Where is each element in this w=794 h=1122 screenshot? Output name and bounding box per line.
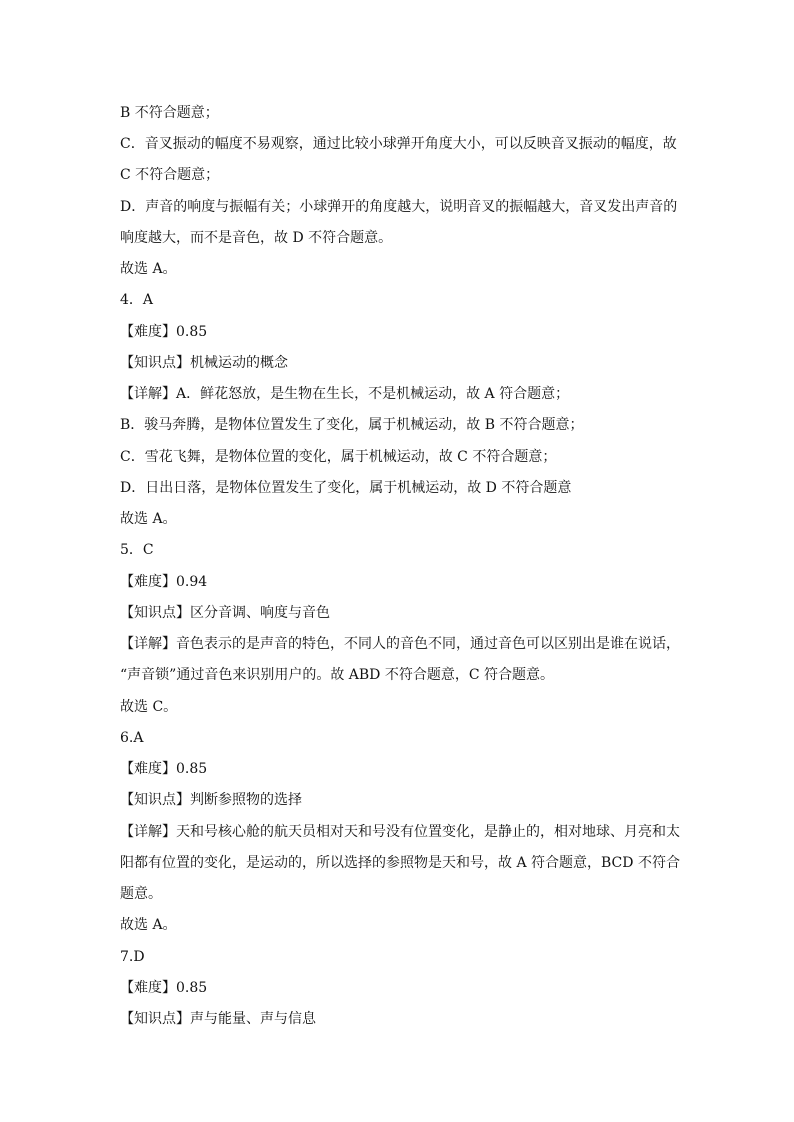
answer-line: 故选 C。 [120,699,178,715]
text-line: D．声音的响度与振幅有关；小球弹开的角度越大，说明音叉的振幅越大，音叉发出声音的 [120,199,678,215]
answer-line: 故选 A。 [120,261,177,277]
question-answer: 6.A [120,730,144,746]
question-answer: 4．A [120,292,154,308]
difficulty-line: 【难度】0.85 [120,761,208,777]
text-line: 阳都有位置的变化，是运动的，所以选择的参照物是天和号，故 A 符合题意，BCD 不符合 [120,855,680,871]
text-line: C．雪花飞舞，是物体位置的变化，属于机械运动，故 C 不符合题意； [120,449,557,465]
explanation-line: 【详解】A．鲜花怒放，是生物在生长，不是机械运动，故 A 符合题意； [120,386,570,402]
answer-line: 故选 A。 [120,511,177,527]
question-answer: 7.D [120,949,145,965]
explanation-line: 【详解】天和号核心舱的航天员相对天和号没有位置变化，是静止的，相对地球、月亮和太 [120,824,680,840]
knowledge-point-line: 【知识点】机械运动的概念 [120,355,288,371]
explanation-line: 【详解】音色表示的是声音的特色，不同人的音色不同，通过音色可以区别出是谁在说话， [120,636,680,652]
difficulty-line: 【难度】0.94 [120,574,208,590]
knowledge-point-line: 【知识点】区分音调、响度与音色 [120,605,330,621]
question-answer: 5．C [120,542,154,558]
text-line: C 不符合题意； [120,167,220,183]
difficulty-line: 【难度】0.85 [120,324,208,340]
answer-line: 故选 A。 [120,917,177,933]
text-line: D．日出日落，是物体位置发生了变化，属于机械运动，故 D 不符合题意 [120,480,572,496]
text-line: C．音叉振动的幅度不易观察，通过比较小球弹开角度大小，可以反映音叉振动的幅度，故 [120,136,677,152]
text-line: B 不符合题意； [120,105,219,121]
text-line: 题意。 [120,886,162,902]
knowledge-point-line: 【知识点】声与能量、声与信息 [120,1011,316,1027]
text-line: B．骏马奔腾，是物体位置发生了变化，属于机械运动，故 B 不符合题意； [120,417,584,433]
text-line: “声音锁”通过音色来识别用户的。故 ABD 不符合题意，C 符合题意。 [120,667,554,683]
difficulty-line: 【难度】0.85 [120,980,208,996]
knowledge-point-line: 【知识点】判断参照物的选择 [120,792,302,808]
text-line: 响度越大，而不是音色，故 D 不符合题意。 [120,230,393,246]
